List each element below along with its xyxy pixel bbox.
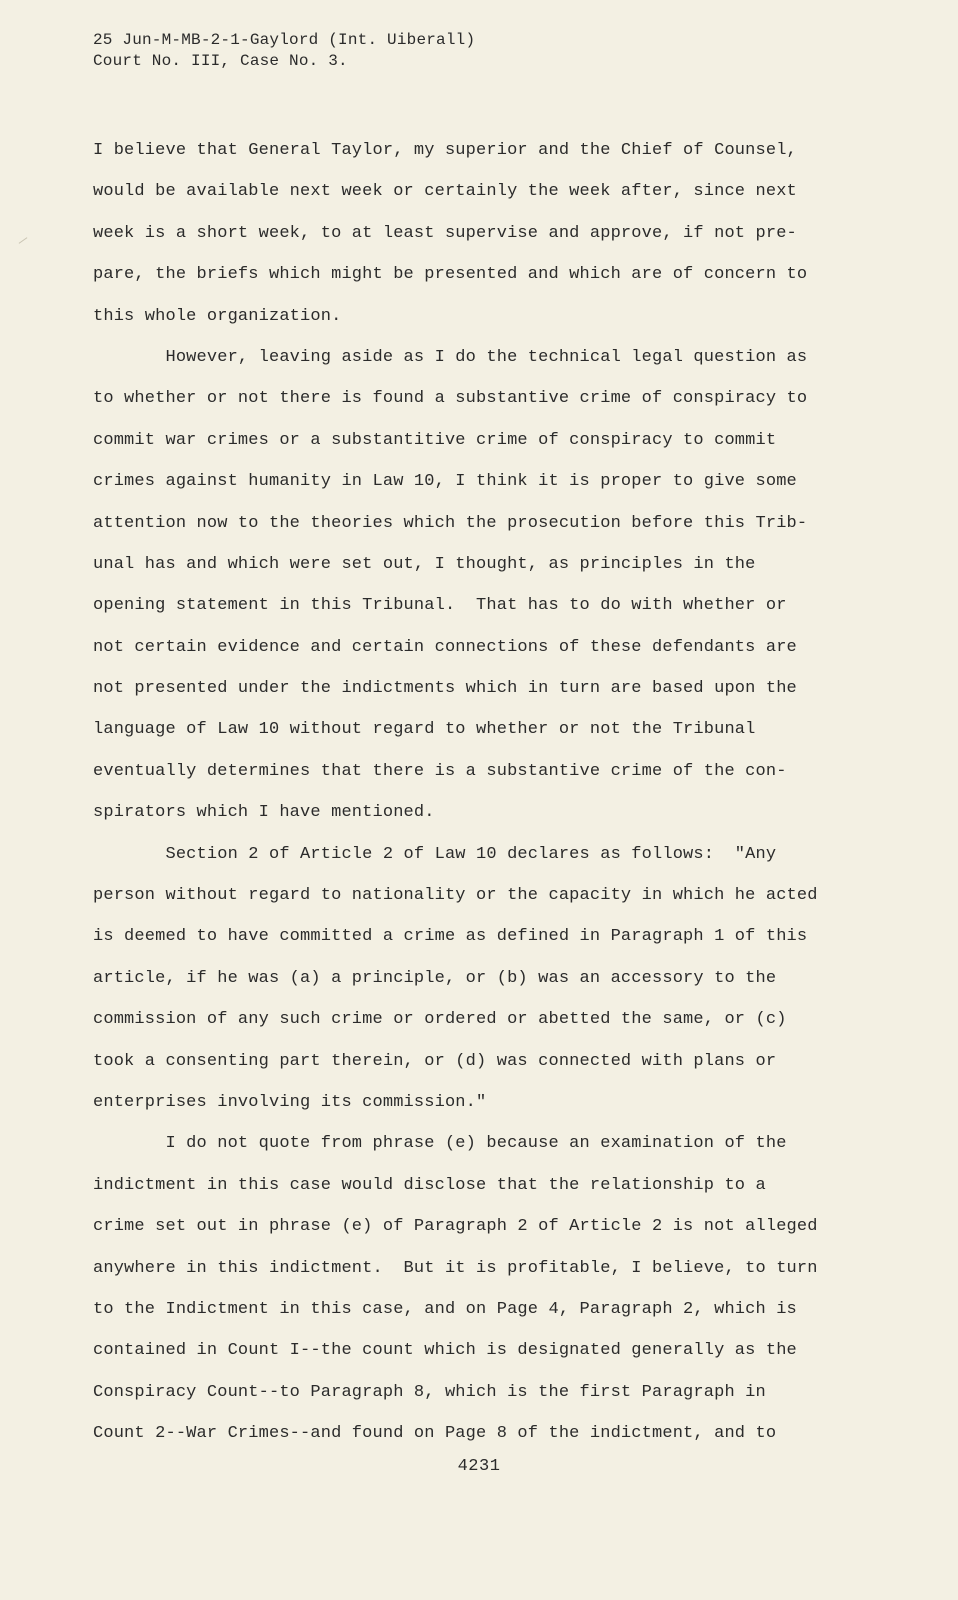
text-line: opening statement in this Tribunal. That has to do with whether or xyxy=(93,596,787,616)
text-line: enterprises involving its commission." xyxy=(93,1092,487,1112)
text-line: not certain evidence and certain connections of these defendants are xyxy=(93,637,797,657)
header-court-case: Court No. III, Case No. 3. xyxy=(93,52,348,70)
text-line: I believe that General Taylor, my superior and the Chief of Counsel, xyxy=(93,141,797,160)
text-line: indictment in this case would disclose that the relationship to a xyxy=(93,1175,766,1195)
transcript-body xyxy=(93,130,833,1455)
text-line: pare, the briefs which might be presented and which are of concern to xyxy=(93,265,808,285)
text-line: attention now to the theories which the prosecution before this Trib- xyxy=(93,513,808,533)
text-line: person without regard to nationality or the capacity in which he acted xyxy=(93,886,818,906)
text-line: language of Law 10 without regard to whether or not the Tribunal xyxy=(93,720,756,740)
text-line: took a consenting part therein, or (d) was connected with plans or xyxy=(93,1051,777,1071)
text-line: Section 2 of Article 2 of Law 10 declares as follows: "Any xyxy=(93,844,777,864)
text-line: crime set out in phrase (e) of Paragraph 2 of Article 2 is not alleged xyxy=(93,1217,818,1237)
paper-mark xyxy=(19,237,28,244)
text-line: Count 2--War Crimes--and found on Page 8 of the indictment, and to xyxy=(93,1424,777,1444)
text-line: is deemed to have committed a crime as defined in Paragraph 1 of this xyxy=(93,927,808,947)
document-header xyxy=(93,30,475,72)
text-line: commission of any such crime or ordered or abetted the same, or (c) xyxy=(93,1010,787,1030)
text-line: spirators which I have mentioned. xyxy=(93,803,435,823)
text-line: this whole organization. xyxy=(93,306,342,326)
text-line: would be available next week or certainly the week after, since next xyxy=(93,182,797,202)
text-line: to whether or not there is found a substantive crime of conspiracy to xyxy=(93,389,808,409)
text-line: crimes against humanity in Law 10, I think it is proper to give some xyxy=(93,472,797,492)
text-line: commit war crimes or a substantitive crime of conspiracy to commit xyxy=(93,430,777,450)
text-line: eventually determines that there is a substantive crime of the con- xyxy=(93,761,787,781)
text-line: unal has and which were set out, I thought, as principles in the xyxy=(93,554,756,574)
text-line: article, if he was (a) a principle, or (b) was an accessory to the xyxy=(93,968,777,988)
text-line: week is a short week, to at least supervise and approve, if not pre- xyxy=(93,223,797,243)
text-line: to the Indictment in this case, and on Page 4, Paragraph 2, which is xyxy=(93,1299,797,1319)
text-line: However, leaving aside as I do the technical legal question as xyxy=(93,347,808,367)
page-number: 4231 xyxy=(457,1457,501,1476)
header-case-reference: 25 Jun-M-MB-2-1-Gaylord (Int. Uiberall) xyxy=(93,31,476,49)
text-line: anywhere in this indictment. But it is profitable, I believe, to turn xyxy=(93,1258,818,1278)
text-line: Conspiracy Count--to Paragraph 8, which is the first Paragraph in xyxy=(93,1382,766,1402)
text-line: not presented under the indictments which in turn are based upon the xyxy=(93,679,797,699)
text-line: contained in Count I--the count which is designated generally as the xyxy=(93,1341,797,1361)
text-line: I do not quote from phrase (e) because an examination of the xyxy=(93,1134,787,1154)
